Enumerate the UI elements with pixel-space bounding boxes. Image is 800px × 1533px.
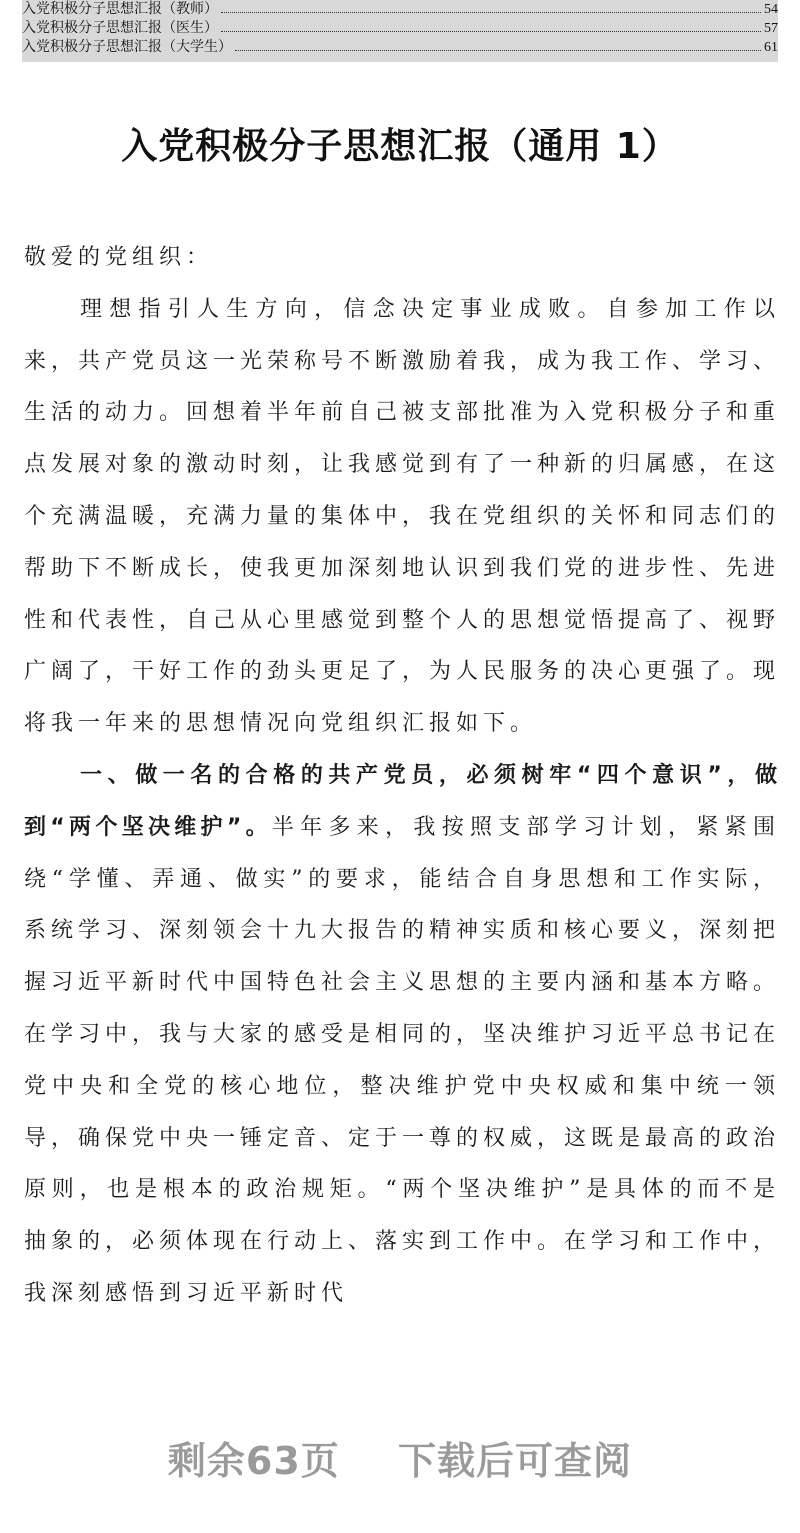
toc-entry[interactable] [22, 0, 778, 19]
document-body [24, 232, 780, 1320]
toc-leader-dots [221, 31, 761, 32]
remaining-pages-label: 剩余63页 [167, 1439, 340, 1483]
toc-entry-page: 54 [764, 2, 778, 17]
section-1-heading: 一、做一名的合格的共产党员，必须树牢“四个意识”，做到“两个坚决维护”。 [24, 762, 780, 840]
toc-entry[interactable] [22, 19, 778, 38]
table-of-contents [22, 0, 778, 62]
paragraph-intro: 理想指引人生方向，信念决定事业成败。自参加工作以来，共产党员这一光荣称号不断激励着我，成为我工作、学习、生活的动力。回想着半年前自己被支部批准为入党积极分子和重点发展对象的激动时刻，让我感觉到有了一种新的归属感，在这个充满温暖，充满力量的集体中，我在党组织的关怀和同志们的帮助下不断成长，使我更加深刻地认识到我们党的进步性、先进性和代表性，自己从心里感觉到整个人的思想觉悟提高了、视野广阔了，干好工作的劲头更足了，为人民服务的决心更强了。现将我一年来的思想情况向党组织汇报如下。 [24, 296, 781, 737]
salutation: 敬爱的党组织： [24, 245, 214, 270]
toc-entry[interactable] [22, 38, 778, 57]
document-title: 入党积极分子思想汇报（通用 1） [121, 126, 679, 167]
toc-entry-title: 入党积极分子思想汇报（医生） [22, 20, 218, 36]
section-1-text: 半年多来，我按照支部学习计划，紧紧围绕“学懂、弄通、做实”的要求，能结合自身思想和工作实际，系统学习、深刻领会十九大报告的精神实质和核心要义，深刻把握习近平新时代中国特色社会主义思想的主要内涵和基本方略。在学习中，我与大家的感受是相同的，坚决维护习近平总书记在党中央和全党的核心地位，整决维护党中央权威和集中统一领导，确保党中央一锤定音、定于一尊的权威，这既是最高的政治原则，也是根本的政治规矩。“两个坚决维护”是具体的而不是抽象的，必须体现在行动上、落实到工作中。在学习和工作中，我深刻感悟到习近平新时代 [24, 814, 781, 1306]
paragraph-section-1 [24, 750, 780, 1320]
toc-leader-dots [235, 50, 761, 51]
toc-entry-title: 入党积极分子思想汇报（教师） [22, 1, 218, 17]
toc-entry-page: 57 [764, 21, 778, 36]
toc-entry-title: 入党积极分子思想汇报（大学生） [22, 39, 232, 55]
toc-leader-dots [221, 12, 761, 13]
toc-entry-page: 61 [764, 40, 778, 55]
download-prompt[interactable] [0, 1430, 800, 1485]
download-to-view-label: 下载后可查阅 [398, 1439, 633, 1483]
